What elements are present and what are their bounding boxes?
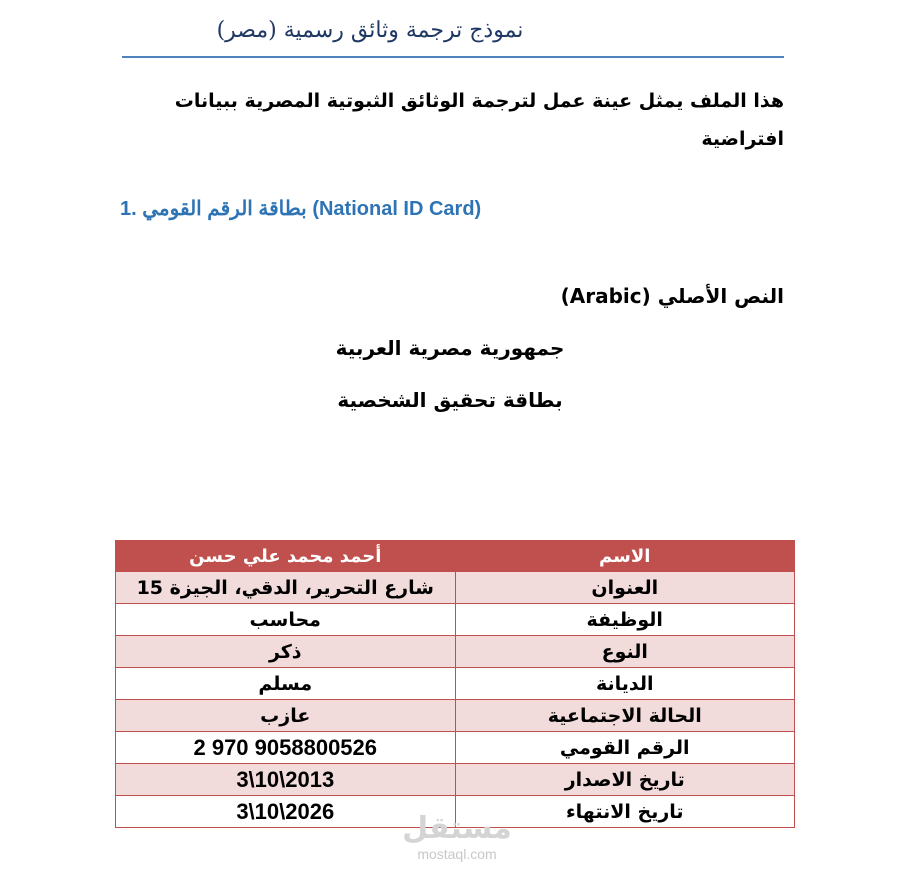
table-row: [116, 732, 795, 764]
mostaql-watermark: [398, 812, 516, 862]
intro-paragraph: هذا الملف يمثل عينة عمل لترجمة الوثائق الثبوتية المصرية ببيانات افتراضية: [174, 90, 784, 150]
row-value-national-id: 2 970 9058800526: [116, 732, 456, 764]
row-value-issue-date: 3\10\2013: [116, 764, 456, 796]
table-row: [116, 668, 795, 700]
table-row: [116, 764, 795, 796]
table-row: [116, 604, 795, 636]
document-title: نموذج ترجمة وثائق رسمية (مصر): [216, 18, 524, 43]
row-value-religion: مسلم: [116, 668, 456, 700]
row-label-religion: الديانة: [455, 668, 795, 700]
title-divider: [122, 56, 784, 58]
header-label-cell: الاسم: [455, 541, 795, 572]
row-label-national-id: الرقم القومي: [455, 732, 795, 764]
watermark-site: mostaql.com: [417, 846, 497, 862]
row-label-address: العنوان: [455, 572, 795, 604]
table-row: [116, 636, 795, 668]
row-value-marital-status: عازب: [116, 700, 456, 732]
id-data-table: [115, 540, 795, 828]
row-label-issue-date: تاريخ الاصدار: [455, 764, 795, 796]
table-row: [116, 572, 795, 604]
original-text-label: النص الأصلي (Arabic): [560, 284, 784, 308]
table-header-row: [116, 541, 795, 572]
row-value-gender: ذكر: [116, 636, 456, 668]
row-value-address: شارع التحرير، الدقي، الجيزة 15: [116, 572, 456, 604]
row-label-occupation: الوظيفة: [455, 604, 795, 636]
row-value-occupation: محاسب: [116, 604, 456, 636]
row-label-gender: النوع: [455, 636, 795, 668]
row-value-expiry-date: 3\10\2026: [116, 796, 456, 828]
id-card-heading: بطاقة تحقيق الشخصية: [337, 388, 563, 412]
table-row: [116, 700, 795, 732]
row-label-expiry-date: تاريخ الانتهاء: [455, 796, 795, 828]
watermark-logo: مستقل: [402, 811, 512, 846]
republic-heading: جمهورية مصرية العربية: [335, 336, 565, 360]
section-heading: 1. بطاقة الرقم القومي (National ID Card): [120, 198, 482, 220]
row-label-marital-status: الحالة الاجتماعية: [455, 700, 795, 732]
header-value-cell: أحمد محمد علي حسن: [116, 541, 456, 572]
